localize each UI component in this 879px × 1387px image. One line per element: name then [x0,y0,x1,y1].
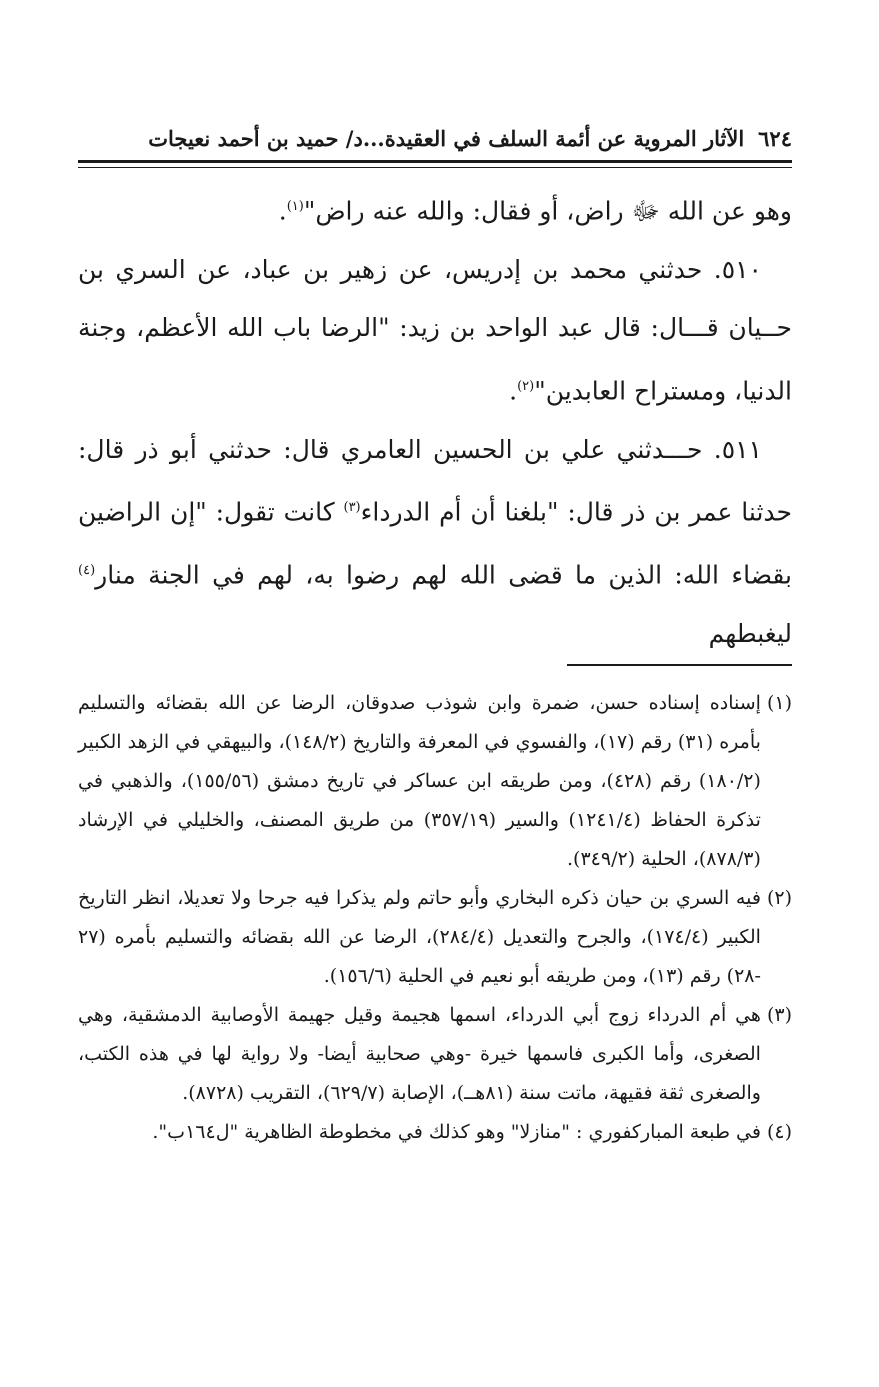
footnote-3 [78,996,792,1113]
header-rule-thick [78,160,792,163]
footnote-4 [78,1113,792,1152]
footnote-text: فيه السري بن حيان ذكره البخاري وأبو حاتم ولم يذكرا فيه جرحا ولا تعديلا، انظر التاريخ الكبير (١٧٤/٤)، والجرح والتعديل (٢٨٤/٤)، الرضا عن الله بقضائه والتسليم بأمره (٢٧ -٢٨) رقم (١٣)، ومن طريقه أبو نعيم في الحلية (١٥٦/٦). [78,887,761,987]
footnote-ref-1: (١) [286,199,304,214]
footnote-1 [78,684,792,879]
footnote-text: في طبعة المباركفوري : "منازلا" وهو كذلك في مخطوطة الظاهرية "ل١٦٤ب". [152,1121,761,1143]
footnote-ref-4: (٤) [78,562,96,578]
footnote-ref-3: (٣) [343,500,361,516]
paragraph-511: ٥١١. حـــدثني علي بن الحسين العامري قال: حدثني أبو ذر قال: حدثنا عمر بن ذر قال: "بلغنا أن أم الدرداء$^{(٣)}$ كانت تقول: "إن الراضين بقضاء الله: الذين ما قضى الله لهم رضوا به، لهم في الجنة منار$^{(٤)}$ ليغبطهم [78,434,792,648]
footnote-separator [567,664,792,666]
footnote-ref-2: (٢) [517,378,535,394]
page-number: ٦٢٤ [758,125,792,151]
footnote-number: (٣) [766,1004,792,1026]
running-header [78,118,792,158]
footnote-2 [78,879,792,996]
header-title: الآثار المروية عن أئمة السلف في العقيدة...د/ حميد بن أحمد نعيجات [148,125,745,151]
header-rule-thin [78,167,792,168]
text-line-1: وهو عن الله ﷻ راض، أو فقال: والله عنه راض"$^{(١)}$. [278,196,792,226]
footnote-text: هي أم الدرداء زوج أبي الدرداء، اسمها هجيمة وقيل جهيمة الأوصابية الدمشقية، وهي الصغرى، وأما الكبرى فاسمها خيرة -وهي صحابية أيضا- ولا رواية لها في هذه الكتب، والصغرى ثقة فقيهة، ماتت سنة (٨١هــ)، الإصابة (٦٢٩/٧)، التقريب (٨٧٢٨). [78,1004,761,1104]
footnote-number: (٤) [766,1121,792,1143]
footnote-text: إسناده إسناده حسن، ضمرة وابن شوذب صدوقان، الرضا عن الله بقضائه والتسليم بأمره (٣١) رقم (١٧)، والفسوي في المعرفة والتاريخ (١٤٨/٢)، والبيهقي في الزهد الكبير (١٨٠/٢) رقم (٤٢٨)، ومن طريقه ابن عساكر في تاريخ دمشق (١٥٥/٥٦)، والذهبي في تذكرة الحفاظ (١٢٤١/٤) والسير (٣٥٧/١٩) من طريق المصنف، والخليلي في الإرشاد (٨٧٨/٣)، الحلية (٣٤٩/٢). [78,692,761,870]
footnote-number: (١) [766,692,792,714]
footnote-number: (٢) [766,887,792,909]
main-text [78,178,792,663]
paragraph-510: ٥١٠. حدثني محمد بن إدريس، عن زهير بن عباد، عن السري بن حــيان قـــال: قال عبد الواحد بن زيد: "الرضا باب الله الأعظم، وجنة الدنيا، ومستراح العابدين"$^{(٢)}$. [78,254,792,406]
footnotes [78,684,792,1152]
